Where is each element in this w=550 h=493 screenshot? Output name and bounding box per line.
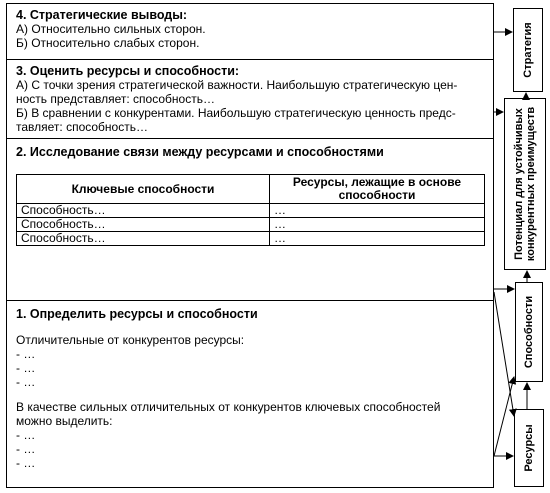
section3-line-b2: тавляет: способность… [16, 120, 148, 134]
arrow-cross-down [494, 292, 514, 416]
section4-line-a: А) Относительно сильных сторон. [16, 22, 206, 36]
section3-title: 3. Оценить ресурсы и способности: [16, 64, 240, 78]
table-cell: Способность… [17, 204, 270, 218]
list-item: - … [16, 375, 36, 389]
section2-title: 2. Исследование связи между ресурсами и способностями [16, 145, 384, 159]
strategy-label: Стратегия [522, 22, 534, 78]
table-cell: … [270, 232, 485, 246]
section1-title: 1. Определить ресурсы и способности [16, 307, 258, 321]
table-header-resources: Ресурсы, лежащие в основе способности [270, 175, 485, 204]
capabilities-intro-line-1: В качестве сильных отличительных от конкурентов ключевых способностей [16, 400, 441, 414]
section4-line-b: Б) Относительно слабых сторон. [16, 36, 200, 50]
arrow-cross-up [494, 377, 514, 456]
capabilities-intro-line-2: можно выделить: [16, 414, 113, 428]
capabilities-label: Способности [523, 295, 535, 369]
list-item: - … [16, 456, 36, 470]
table-cell: … [270, 204, 485, 218]
table-cell: … [270, 218, 485, 232]
resources-label: Ресурсы [523, 424, 535, 472]
potential-label-line-1: Потенциал для устойчивых [513, 108, 525, 260]
section3-line-a2: ность представляет: способность… [16, 92, 215, 106]
list-item: - … [16, 428, 36, 442]
list-item: - … [16, 361, 36, 375]
table-cell: Способность… [17, 232, 270, 246]
potential-label-line-2: конкурентных преимуществ [525, 106, 537, 262]
table-header-capabilities: Ключевые способности [17, 175, 270, 204]
section3-line-a1: А) С точки зрения стратегической важности. Наибольшую стратегическую цен- [16, 78, 458, 92]
list-item: - … [16, 347, 36, 361]
section4-title: 4. Стратегические выводы: [16, 8, 188, 22]
section3-line-b1: Б) В сравнении с конкурентами. Наибольшую стратегическую ценность предс- [16, 106, 456, 120]
list-item: - … [16, 442, 36, 456]
table-cell: Способность… [17, 218, 270, 232]
resources-intro: Отличительные от конкурентов ресурсы: [16, 333, 245, 347]
